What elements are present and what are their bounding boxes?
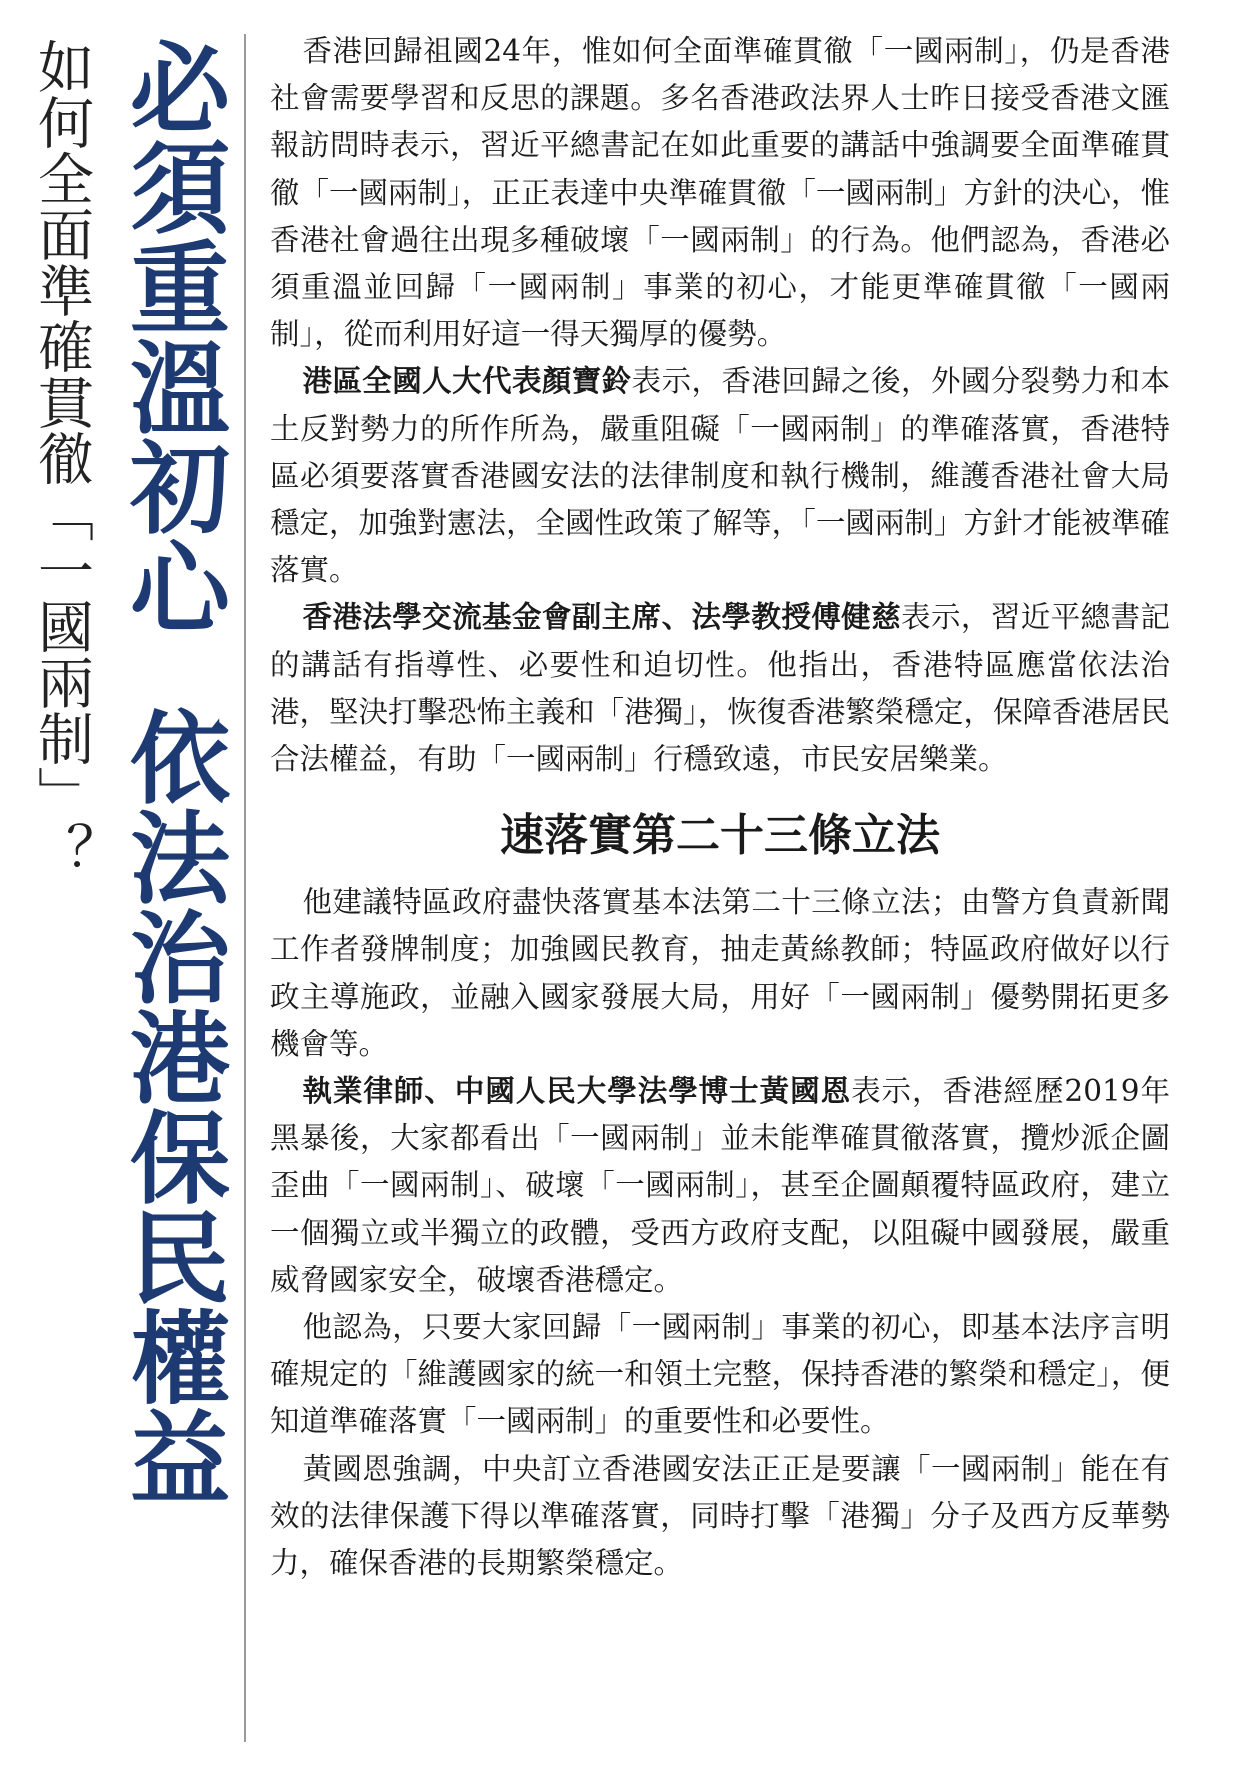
headline-part-2: 依法治港保民權益 (113, 706, 231, 1506)
paragraph-5-text: 表示，香港經歷2019年黑暴後，大家都看出「一國兩制」並未能準確貫徹落實，攬炒派企圖歪曲「一國兩制」、破壞「一國兩制」，甚至企圖顛覆特區政府，建立一個獨立或半獨立的政體，受西方政府支配，以阻礙中國發展，嚴重威脅國家安全，破壞香港穩定。 (270, 1074, 1170, 1297)
paragraph-5 (270, 1068, 1170, 1304)
headline (113, 36, 231, 1506)
section-heading: 速落實第二十三條立法 (500, 810, 940, 862)
speaker-name-2: 香港法學交流基金會副主席、法學教授傅健慈 (302, 600, 902, 635)
headline-part-1: 必須重溫初心 (113, 36, 231, 636)
paragraph-7: 黃國恩強調，中央訂立香港國安法正正是要讓「一國兩制」能在有效的法律保護下得以準確落實，同時打擊「港獨」分子及西方反華勢力，確保香港的長期繁榮穩定。 (270, 1451, 1170, 1581)
paragraph-6: 他認為，只要大家回歸「一國兩制」事業的初心，即基本法序言明確規定的「維護國家的統一和領土完整，保持香港的繁榮和穩定」，便知道準確落實「一國兩制」的重要性和必要性。 (270, 1310, 1170, 1439)
paragraph-3-text: 表示，習近平總書記的講話有指導性、必要性和迫切性。他指出，香港特區應當依法治港，堅決打擊恐怖主義和「港獨」，恢復香港繁榮穩定，保障香港居民合法權益，有助「一國兩制」行穩致遠，市民安居樂業。 (270, 600, 1170, 777)
speaker-name-1: 港區全國人大代表顏寶鈴 (302, 364, 632, 399)
paragraph-1: 香港回歸祖國24年，惟如何全面準確貫徹「一國兩制」，仍是香港社會需要學習和反思的課題。多名香港政法界人士昨日接受香港文匯報訪問時表示，習近平總書記在如此重要的講話中強調要全面準確貫徹「一國兩制」，正正表達中央準確貫徹「一國兩制」方針的決心，惟香港社會過往出現多種破壞「一國兩制」的行為。他們認為，香港必須重溫並回歸「一國兩制」事業的初心，才能更準確貫徹「一國兩制」，從而利用好這一得天獨厚的優勢。 (270, 34, 1170, 352)
paragraph-3 (270, 594, 1170, 783)
paragraph-2 (270, 358, 1170, 594)
paragraph-4: 他建議特區政府盡快落實基本法第二十三條立法；由警方負責新聞工作者發牌制度；加強國民教育，抽走黃絲教師；特區政府做好以行政主導施政，並融入國家發展大局，用好「一國兩制」優勢開拓更多機會等。 (270, 885, 1170, 1061)
article-body (270, 28, 1170, 1587)
paragraph-2-text: 表示，香港回歸之後，外國分裂勢力和本土反對勢力的所作所為，嚴重阻礙「一國兩制」的準確落實，香港特區必須要落實香港國安法的法律制度和執行機制，維護香港社會大局穩定，加強對憲法，全國性政策了解等，「一國兩制」方針才能被準確落實。 (270, 364, 1170, 588)
subheadline: 如何全面準確貫徹「一國兩制」？ (29, 38, 94, 878)
speaker-name-3: 執業律師、中國人民大學法學博士黃國恩 (302, 1074, 852, 1109)
column-divider (244, 34, 246, 1742)
